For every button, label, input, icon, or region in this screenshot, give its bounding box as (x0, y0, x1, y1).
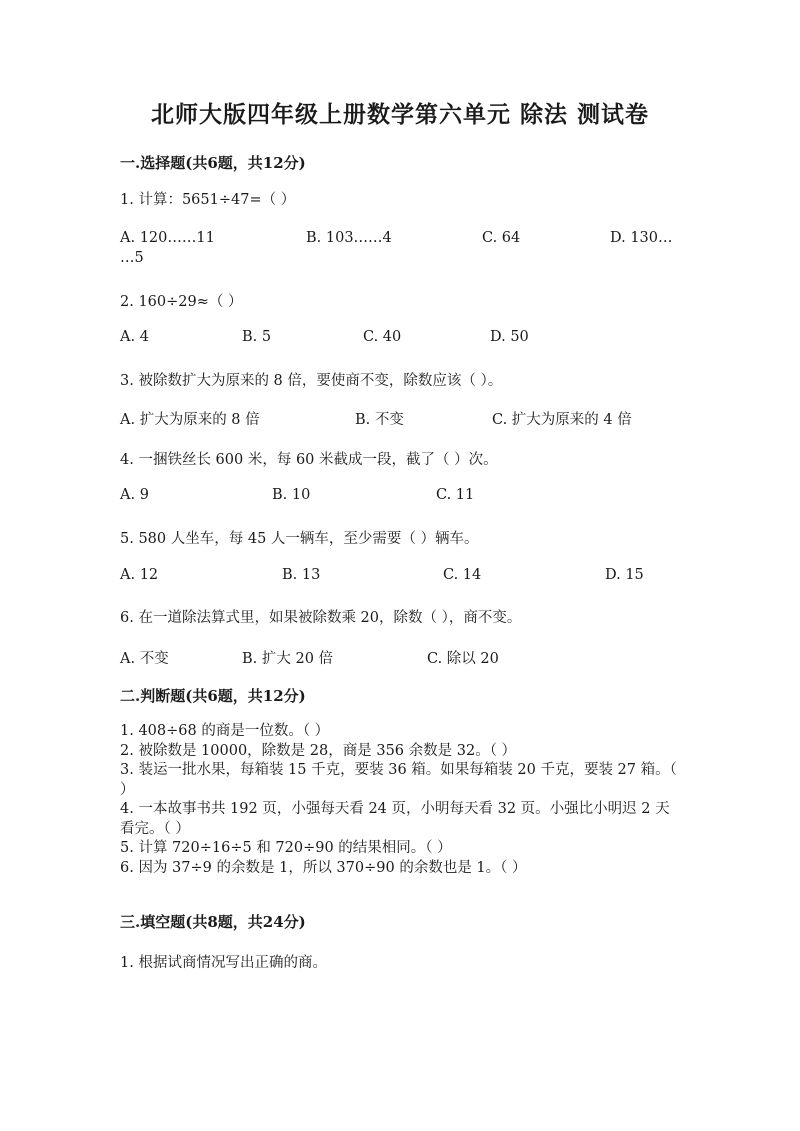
choice-question-5: 5. 580 人坐车，每 45 人一辆车，至少需要（ ）辆车。 (120, 531, 479, 547)
choice-5-option-a: A. 12 (120, 567, 159, 583)
judge-question-list (120, 722, 680, 878)
section-heading-judge: 二.判断题(共6题，共12分) (120, 687, 306, 705)
page-title: 北师大版四年级上册数学第六单元 除法 测试卷 (150, 101, 649, 128)
choice-1-option-c: C. 64 (482, 230, 521, 246)
choice-6-option-a: A. 不变 (120, 651, 169, 667)
choice-6-option-b: B. 扩大 20 倍 (242, 651, 334, 667)
choice-4-option-c: C. 11 (436, 487, 475, 503)
section-heading-fill: 三.填空题(共8题，共24分) (120, 913, 306, 931)
choice-question-2: 2. 160÷29≈（ ） (120, 294, 243, 310)
choice-3-option-b: B. 不变 (355, 412, 404, 428)
choice-5-option-c: C. 14 (443, 567, 482, 583)
judge-question-4: 4. 一本故事书共 192 页，小强每天看 24 页，小明每天看 32 页。小强比小明迟 2 天看完。（ ） (120, 801, 670, 837)
choice-6-option-c: C. 除以 20 (427, 651, 499, 667)
choice-3-option-a: A. 扩大为原来的 8 倍 (120, 412, 260, 428)
choice-question-6: 6. 在一道除法算式里，如果被除数乘 20，除数（ ），商不变。 (120, 610, 522, 626)
judge-question-2: 2. 被除数是 10000，除数是 28，商是 356 余数是 32。（ ） (120, 742, 517, 759)
choice-1-option-d-wrap: …5 (120, 250, 144, 266)
judge-question-1: 1. 408÷68 的商是一位数。（ ） (120, 723, 330, 739)
choice-2-option-a: A. 4 (120, 329, 149, 345)
fill-question-1: 1. 根据试商情况写出正确的商。 (120, 955, 327, 971)
choice-1-option-d: D. 130… (610, 230, 673, 246)
choice-1-option-b: B. 103……4 (306, 230, 392, 246)
choice-3-option-c: C. 扩大为原来的 4 倍 (492, 412, 632, 428)
choice-question-3: 3. 被除数扩大为原来的 8 倍，要使商不变，除数应该（ ）。 (120, 373, 503, 389)
choice-1-option-a: A. 120……11 (120, 230, 215, 246)
choice-2-option-d: D. 50 (490, 329, 529, 345)
choice-question-1: 1. 计算：5651÷47=（ ） (120, 192, 296, 208)
choice-4-option-a: A. 9 (120, 487, 149, 503)
choice-5-option-d: D. 15 (605, 567, 644, 583)
choice-4-option-b: B. 10 (272, 487, 311, 503)
choice-5-option-b: B. 13 (282, 567, 321, 583)
judge-question-3: 3. 装运一批水果，每箱装 15 千克，要装 36 箱。如果每箱装 20 千克，要装 27 箱。（ ） (120, 762, 677, 798)
choice-2-option-b: B. 5 (242, 329, 272, 345)
judge-question-6: 6. 因为 37÷9 的余数是 1，所以 370÷90 的余数也是 1。（ ） (120, 859, 527, 876)
section-heading-choice: 一.选择题(共6题，共12分) (120, 154, 306, 172)
choice-question-4: 4. 一捆铁丝长 600 米，每 60 米截成一段，截了（ ）次。 (120, 452, 498, 468)
choice-2-option-c: C. 40 (363, 329, 402, 345)
judge-question-5: 5. 计算 720÷16÷5 和 720÷90 的结果相同。（ ） (120, 840, 452, 856)
